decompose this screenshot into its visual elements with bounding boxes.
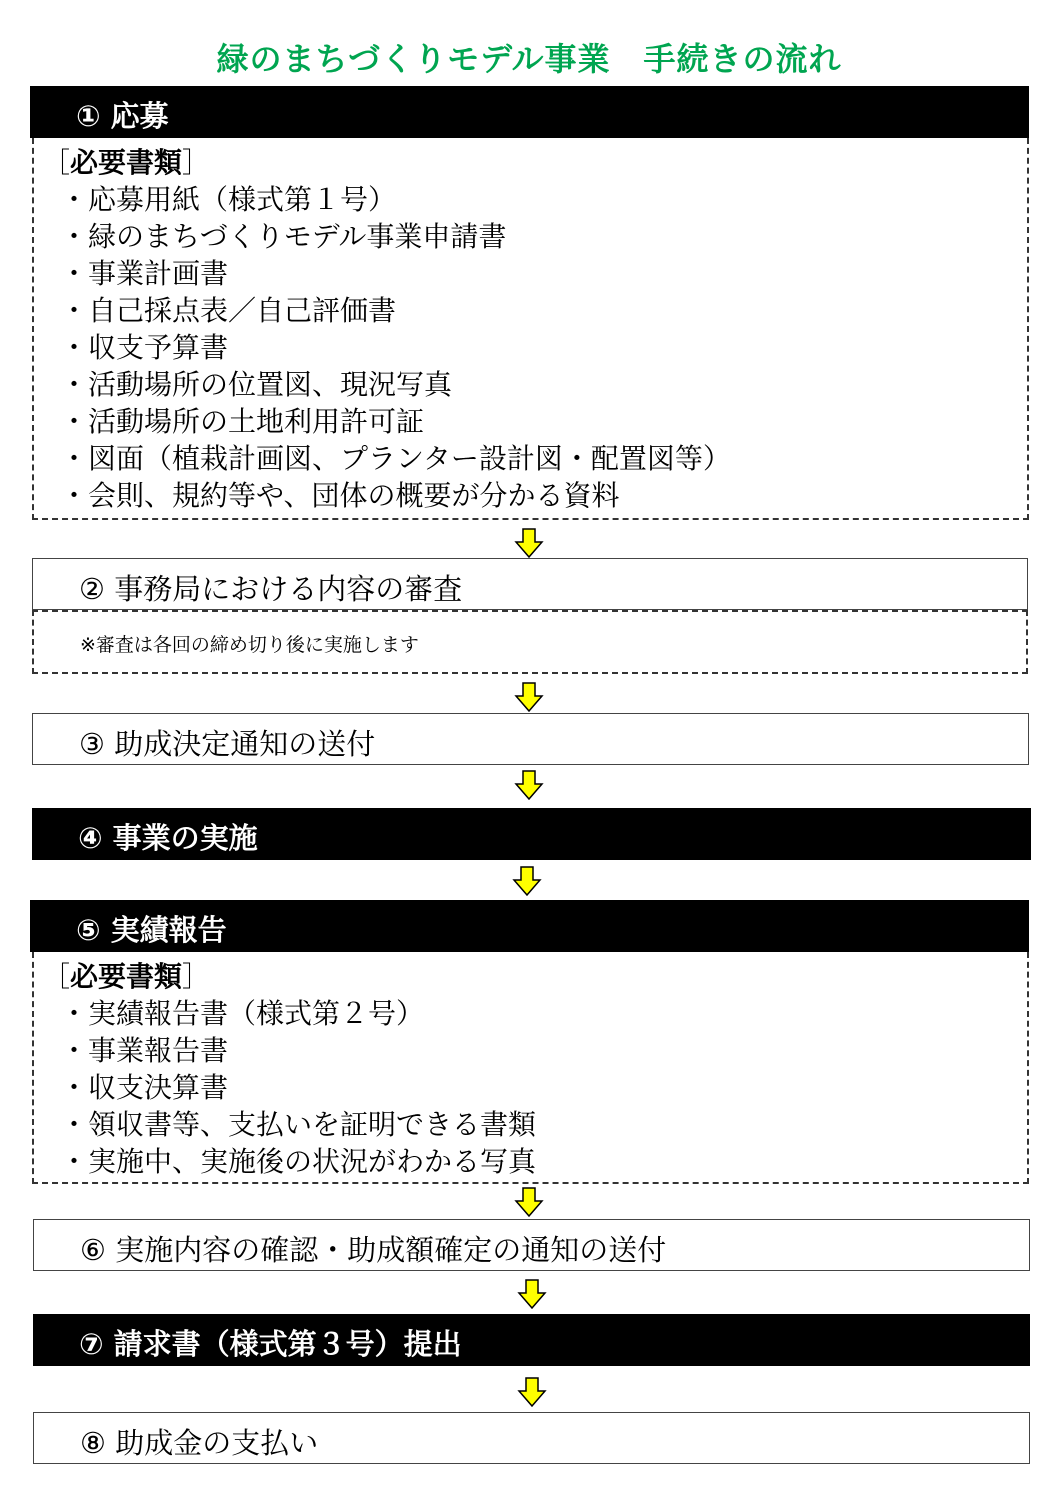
step-1-docs-heading: ［必要書類］ xyxy=(42,146,211,179)
step-2-note-box xyxy=(32,610,1028,674)
arrow-down-icon xyxy=(512,866,542,896)
step-8-box xyxy=(33,1412,1030,1464)
step-7-header xyxy=(33,1314,1030,1366)
arrow-down-icon xyxy=(514,1187,544,1217)
step-3-box xyxy=(32,713,1029,765)
apply-doc-item: ・事業計画書 xyxy=(60,257,229,290)
step-2-label: ② 事務局における内容の審査 xyxy=(79,572,463,606)
apply-doc-item: ・収支予算書 xyxy=(60,331,229,364)
apply-doc-item: ・自己採点表／自己評価書 xyxy=(60,294,397,327)
report-doc-item: ・実績報告書（様式第２号） xyxy=(60,997,425,1030)
step-6-box xyxy=(33,1219,1030,1271)
apply-doc-item: ・活動場所の位置図、現況写真 xyxy=(60,368,453,401)
step-5-docs-heading: ［必要書類］ xyxy=(42,960,211,993)
step-5-label: ⑤ 実績報告 xyxy=(76,913,227,947)
step-2-box xyxy=(32,558,1028,610)
step-6-label: ⑥ 実施内容の確認・助成額確定の通知の送付 xyxy=(80,1233,667,1267)
apply-doc-item: ・緑のまちづくりモデル事業申請書 xyxy=(60,220,507,253)
arrow-down-icon xyxy=(514,528,544,558)
step-3-label: ③ 助成決定通知の送付 xyxy=(79,727,376,761)
arrow-down-icon xyxy=(517,1377,547,1407)
step-7-label: ⑦ 請求書（様式第３号）提出 xyxy=(79,1327,462,1361)
report-doc-item: ・事業報告書 xyxy=(60,1034,229,1067)
arrow-down-icon xyxy=(514,682,544,712)
report-doc-item: ・収支決算書 xyxy=(60,1071,229,1104)
apply-doc-item: ・応募用紙（様式第１号） xyxy=(60,183,397,216)
step-4-header xyxy=(32,808,1031,860)
page-title: 緑のまちづくりモデル事業 手続きの流れ xyxy=(216,40,842,78)
step-1-label: ① 応募 xyxy=(76,99,169,133)
step-1-docs-box xyxy=(32,138,1029,520)
step-2-note: ※審査は各回の締め切り後に実施します xyxy=(80,634,419,656)
step-8-label: ⑧ 助成金の支払い xyxy=(80,1426,319,1460)
step-4-label: ④ 事業の実施 xyxy=(78,821,258,855)
arrow-down-icon xyxy=(514,770,544,800)
arrow-down-icon xyxy=(517,1279,547,1309)
report-doc-item: ・実施中、実施後の状況がわかる写真 xyxy=(60,1145,537,1178)
report-doc-item: ・領収書等、支払いを証明できる書類 xyxy=(60,1108,537,1141)
step-5-header xyxy=(30,900,1029,952)
step-5-docs-list xyxy=(42,958,536,1180)
step-5-docs-box xyxy=(32,952,1029,1184)
apply-doc-item: ・活動場所の土地利用許可証 xyxy=(60,405,425,438)
step-1-header xyxy=(30,86,1029,138)
apply-doc-item: ・図面（植栽計画図、プランター設計図・配置図等） xyxy=(60,442,731,475)
apply-doc-item: ・会則、規約等や、団体の概要が分かる資料 xyxy=(60,479,620,512)
step-1-docs-list xyxy=(42,144,731,514)
